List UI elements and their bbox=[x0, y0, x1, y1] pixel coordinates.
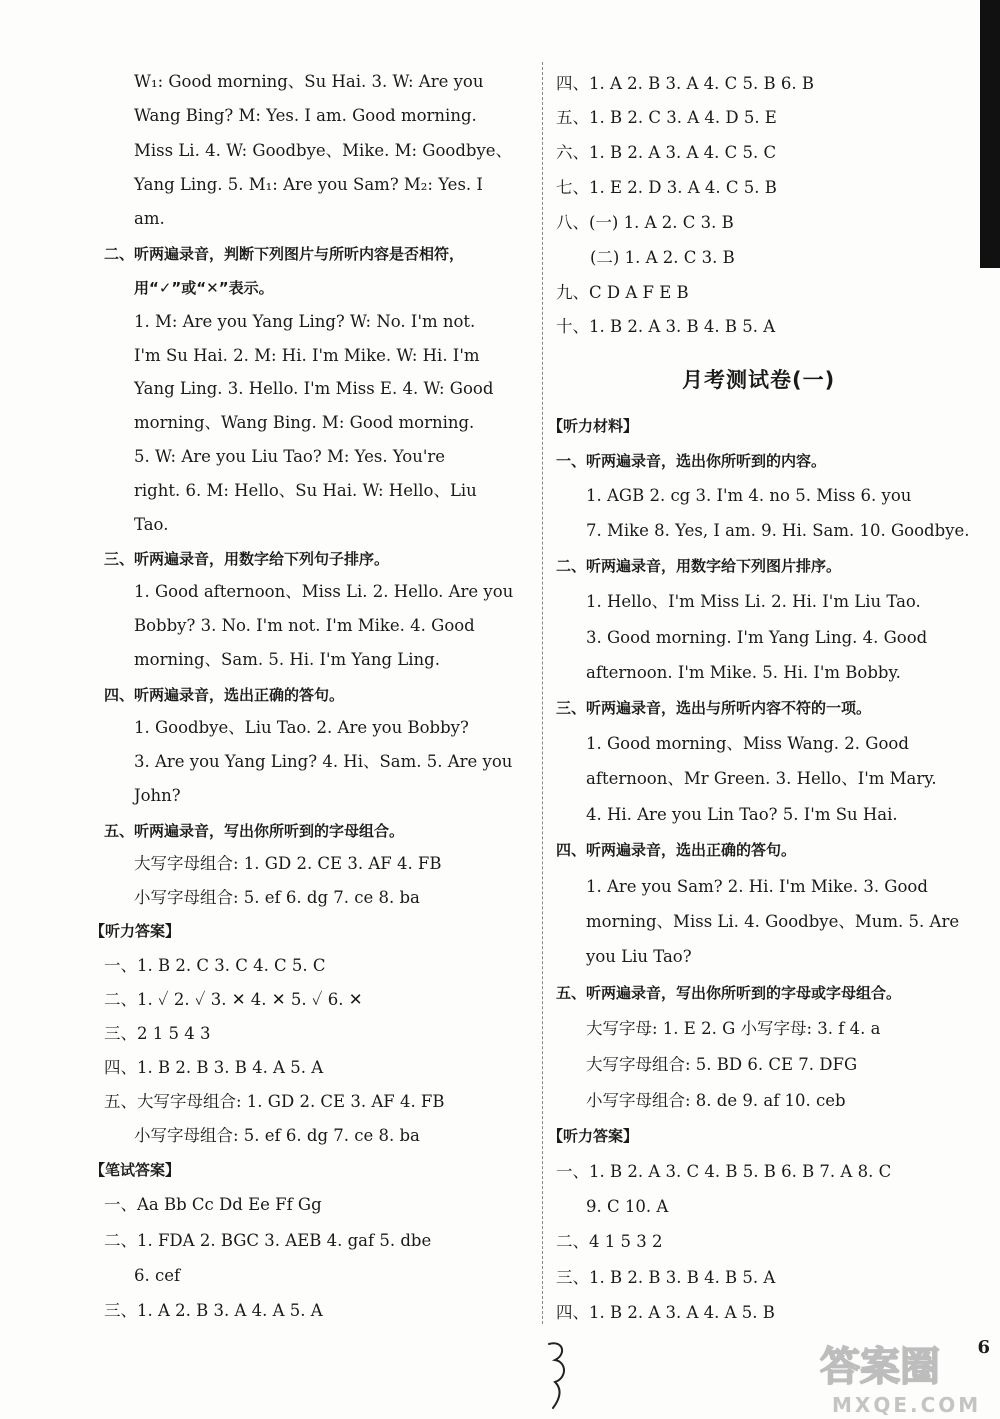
text-line: morning、Miss Li. 4. Goodbye、Mum. 5. Are bbox=[586, 912, 960, 931]
section-heading: 【听力答案】 bbox=[548, 1127, 639, 1145]
text-line: 六、1. B 2. A 3. A 4. C 5. C bbox=[556, 143, 777, 162]
watermark-line1: 答案圈 bbox=[820, 1344, 940, 1390]
watermark-logo bbox=[814, 1334, 996, 1418]
text-line: 1. Good morning、Miss Wang. 2. Good bbox=[586, 734, 909, 753]
text-line: 三、1. A 2. B 3. A 4. A 5. A bbox=[104, 1301, 323, 1320]
text-line: 3. Are you Yang Ling? 4. Hi、Sam. 5. Are you bbox=[134, 752, 513, 771]
section-heading: 【听力答案】 bbox=[90, 922, 181, 940]
text-line: 大写字母: 1. E 2. G 小写字母: 3. f 4. a bbox=[586, 1019, 881, 1038]
text-line: Miss Li. 4. W: Goodbye、Mike. M: Goodbye、 bbox=[134, 141, 513, 160]
text-line: 1. Hello、I'm Miss Li. 2. Hi. I'm Liu Tao. bbox=[586, 592, 921, 611]
text-line: John? bbox=[134, 786, 181, 805]
text-line: 5. W: Are you Liu Tao? M: Yes. You're bbox=[134, 447, 446, 466]
text-line: morning、Sam. 5. Hi. I'm Yang Ling. bbox=[134, 650, 440, 669]
text-line: 四、1. B 2. A 3. A 4. A 5. B bbox=[556, 1303, 775, 1322]
section-heading: 四、听两遍录音，选出正确的答句。 bbox=[556, 841, 797, 859]
text-line: right. 6. M: Hello、Su Hai. W: Hello、Liu bbox=[134, 481, 477, 500]
text-line: 1. Are you Sam? 2. Hi. I'm Mike. 3. Good bbox=[586, 877, 928, 896]
text-line: 四、1. B 2. B 3. B 4. A 5. A bbox=[104, 1058, 324, 1077]
text-line: Bobby? 3. No. I'm not. I'm Mike. 4. Good bbox=[134, 616, 475, 635]
text-line: 小写字母组合: 5. ef 6. dg 7. ce 8. ba bbox=[134, 888, 420, 907]
text-line: 3. Good morning. I'm Yang Ling. 4. Good bbox=[586, 628, 928, 647]
section-heading: 五、听两遍录音，写出你所听到的字母或字母组合。 bbox=[556, 984, 902, 1002]
section-heading: 用“✓”或“✕”表示。 bbox=[134, 279, 274, 297]
section-heading: 二、听两遍录音，判断下列图片与所听内容是否相符， bbox=[104, 245, 465, 263]
text-line: 三、2 1 5 4 3 bbox=[104, 1024, 211, 1043]
section-heading: 【笔试答案】 bbox=[90, 1161, 181, 1179]
text-line: afternoon、Mr Green. 3. Hello、I'm Mary. bbox=[586, 769, 937, 788]
text-line: 4. Hi. Are you Lin Tao? 5. I'm Su Hai. bbox=[586, 805, 898, 824]
text-line: 五、大写字母组合: 1. GD 2. CE 3. AF 4. FB bbox=[104, 1092, 445, 1111]
text-line: 9. C 10. A bbox=[586, 1197, 669, 1216]
text-line: Wang Bing? M: Yes. I am. Good morning. bbox=[134, 106, 477, 125]
section-heading: 五、听两遍录音，写出你所听到的字母组合。 bbox=[104, 822, 405, 840]
page-edge-bar bbox=[980, 0, 1000, 268]
text-line: afternoon. I'm Mike. 5. Hi. I'm Bobby. bbox=[586, 663, 901, 682]
text-line: 二、4 1 5 3 2 bbox=[556, 1232, 663, 1251]
text-line: 一、Aa Bb Cc Dd Ee Ff Gg bbox=[104, 1195, 322, 1214]
text-line: 二、1. ✓ 2. ✓ 3. ✕ 4. ✕ 5. ✓ 6. ✕ bbox=[104, 990, 363, 1009]
text-line: 1. Goodbye、Liu Tao. 2. Are you Bobby? bbox=[134, 718, 469, 737]
section-heading: 三、听两遍录音，用数字给下列句子排序。 bbox=[104, 550, 390, 568]
text-line: 6. cef bbox=[134, 1266, 181, 1285]
column-divider bbox=[542, 62, 543, 1324]
text-line: 小写字母组合: 5. ef 6. dg 7. ce 8. ba bbox=[134, 1126, 420, 1145]
text-line: 八、(一) 1. A 2. C 3. B bbox=[556, 213, 734, 232]
text-line: 一、1. B 2. A 3. C 4. B 5. B 6. B 7. A 8. C bbox=[556, 1162, 892, 1181]
text-line: 五、1. B 2. C 3. A 4. D 5. E bbox=[556, 108, 777, 127]
text-line: I'm Su Hai. 2. M: Hi. I'm Mike. W: Hi. I'm bbox=[134, 346, 480, 365]
text-line: 十、1. B 2. A 3. B 4. B 5. A bbox=[556, 317, 776, 336]
text-line: morning、Wang Bing. M: Good morning. bbox=[134, 413, 475, 432]
text-line: 1. M: Are you Yang Ling? W: No. I'm not. bbox=[134, 312, 476, 331]
text-line: 一、1. B 2. C 3. C 4. C 5. C bbox=[104, 956, 326, 975]
text-line: 小写字母组合: 8. de 9. af 10. ceb bbox=[586, 1091, 846, 1110]
text-line: am. bbox=[134, 209, 165, 228]
text-line: you Liu Tao? bbox=[586, 947, 692, 966]
text-line: (二) 1. A 2. C 3. B bbox=[590, 248, 735, 267]
page-number: 6 bbox=[977, 1337, 990, 1358]
text-line: 7. Mike 8. Yes, I am. 9. Hi. Sam. 10. Goodbye. bbox=[586, 521, 970, 540]
section-heading: 二、听两遍录音，用数字给下列图片排序。 bbox=[556, 557, 842, 575]
text-line: 大写字母组合: 1. GD 2. CE 3. AF 4. FB bbox=[134, 854, 442, 873]
text-line: 三、1. B 2. B 3. B 4. B 5. A bbox=[556, 1268, 776, 1287]
text-line: 九、C D A F E B bbox=[556, 283, 689, 302]
section-heading: 一、听两遍录音，选出你所听到的内容。 bbox=[556, 452, 827, 470]
text-line: 二、1. FDA 2. BGC 3. AEB 4. gaf 5. dbe bbox=[104, 1231, 432, 1250]
text-line: 七、1. E 2. D 3. A 4. C 5. B bbox=[556, 178, 777, 197]
text-line: W₁: Good morning、Su Hai. 3. W: Are you bbox=[134, 72, 484, 91]
text-line: Yang Ling. 3. Hello. I'm Miss E. 4. W: Good bbox=[134, 379, 494, 398]
text-line: Yang Ling. 5. M₁: Are you Sam? M₂: Yes. I bbox=[134, 175, 483, 194]
section-heading: 【听力材料】 bbox=[548, 417, 639, 435]
text-line: 四、1. A 2. B 3. A 4. C 5. B 6. B bbox=[556, 74, 814, 93]
text-line: 大写字母组合: 5. BD 6. CE 7. DFG bbox=[586, 1055, 858, 1074]
text-line: 1. AGB 2. cg 3. I'm 4. no 5. Miss 6. you bbox=[586, 486, 912, 505]
section-heading: 三、听两遍录音，选出与所听内容不符的一项。 bbox=[556, 699, 872, 717]
text-line: Tao. bbox=[134, 515, 169, 534]
handwritten-scribble-icon bbox=[545, 1338, 571, 1410]
section-heading: 四、听两遍录音，选出正确的答句。 bbox=[104, 686, 345, 704]
section-title: 月考测试卷(一) bbox=[682, 368, 836, 392]
watermark-line2: MXQE.COM bbox=[832, 1393, 982, 1417]
text-line: 1. Good afternoon、Miss Li. 2. Hello. Are you bbox=[134, 582, 514, 601]
